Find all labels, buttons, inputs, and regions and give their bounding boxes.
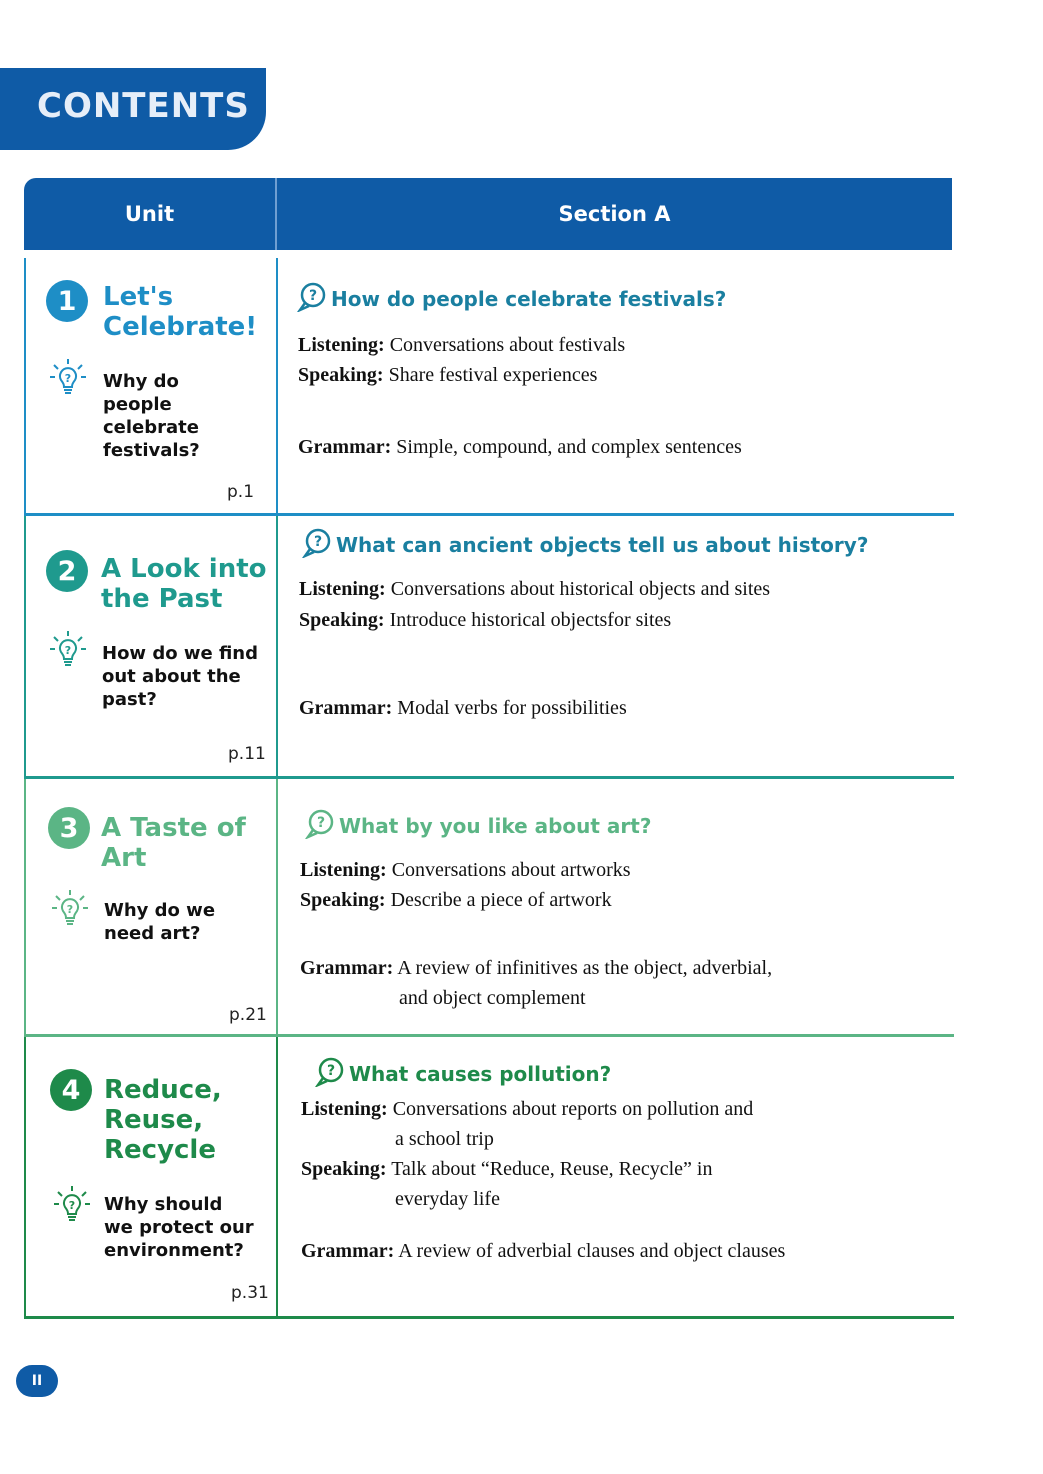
essential-question-text: How do people celebrate festivals? [331,287,727,311]
listening-label: Listening: [300,859,387,881]
unit-title[interactable]: A Look into the Past [101,554,267,614]
speaking-label: Speaking: [298,364,384,386]
row-border-left [24,779,26,1037]
table-header [24,178,952,250]
svg-text:?: ? [313,534,323,550]
lightbulb-question-icon [49,630,87,670]
question-bubble-icon [302,528,332,558]
svg-text:?: ? [316,815,326,831]
speaking-line [299,605,671,635]
speaking-label: Speaking: [301,1158,387,1180]
speaking-line [300,885,612,915]
svg-text:?: ? [64,644,72,657]
svg-text:?: ? [66,903,74,916]
unit-row-1[interactable] [24,258,952,516]
essential-question[interactable] [302,528,868,558]
listening-line [300,855,631,885]
listening-text: Conversations about artworks [391,859,631,881]
page-reference[interactable]: p.21 [229,1005,267,1025]
speaking-continuation: everyday life [395,1188,500,1210]
grammar-line [298,432,742,462]
essential-question[interactable] [297,282,726,312]
row-border-left [24,1037,26,1319]
unit-row-3[interactable] [24,779,952,1037]
essential-question[interactable] [305,809,651,839]
grammar-line [299,693,627,723]
unit-row-4[interactable] [24,1037,952,1319]
row-border-left [24,258,26,516]
big-question: Why do we need art? [104,900,216,944]
listening-continuation: a school trip [395,1128,494,1150]
grammar-line [300,953,772,983]
speaking-text: Introduce historical objectsfor sites [389,609,672,631]
svg-text:?: ? [68,1199,76,1212]
row-divider [276,1037,278,1319]
contents-table [24,178,952,1318]
page-number-badge: II [16,1365,58,1397]
unit-number-badge: 4 [50,1069,92,1111]
listening-label: Listening: [299,578,386,600]
unit-row-2[interactable] [24,516,952,779]
essential-question[interactable] [315,1057,611,1087]
essential-question-text: What by you like about art? [339,814,652,838]
grammar-continuation: and object complement [399,987,586,1009]
speaking-text: Describe a piece of artwork [390,889,612,911]
lightbulb-question-icon [51,889,89,929]
row-divider [276,516,278,779]
column-header-unit: Unit [124,202,175,226]
grammar-label: Grammar: [299,697,393,719]
svg-text:?: ? [326,1063,336,1079]
essential-question-text: What causes pollution? [349,1062,612,1086]
question-bubble-icon [297,282,327,312]
speaking-line [301,1154,712,1184]
grammar-text: A review of adverbial clauses and object clauses [398,1240,786,1262]
essential-question-text: What can ancient objects tell us about history? [336,533,869,557]
listening-line [299,574,770,604]
speaking-line [298,360,597,390]
svg-text:?: ? [64,372,72,385]
grammar-text: A review of infinitives as the object, adverbial, [397,957,773,979]
grammar-label: Grammar: [298,436,392,458]
page-title: CONTENTS [37,86,250,126]
grammar-label: Grammar: [301,1240,395,1262]
big-question: How do we find out about the past? [102,643,258,710]
grammar-line [301,1236,785,1266]
listening-line [301,1094,753,1124]
listening-text: Conversations about historical objects and sites [390,578,771,600]
question-bubble-icon [315,1057,345,1087]
speaking-text: Share festival experiences [388,364,598,386]
page-reference[interactable]: p.11 [228,744,266,764]
unit-number-badge: 3 [48,807,90,849]
speaking-text: Talk about “Reduce, Reuse, Recycle” in [391,1158,713,1180]
page-reference[interactable]: p.1 [227,482,255,502]
grammar-label: Grammar: [300,957,394,979]
row-divider [276,779,278,1037]
speaking-label: Speaking: [300,889,386,911]
listening-text: Conversations about reports on pollution and [392,1098,754,1120]
listening-label: Listening: [298,334,385,356]
question-bubble-icon [305,809,335,839]
big-question: Why should we protect our environment? [104,1194,254,1261]
unit-title[interactable]: Reduce, Reuse, Recycle [104,1075,222,1165]
svg-text:?: ? [308,288,318,304]
listening-label: Listening: [301,1098,388,1120]
unit-title[interactable]: A Taste of Art [101,813,246,873]
listening-line [298,330,625,360]
speaking-label: Speaking: [299,609,385,631]
unit-title[interactable]: Let's Celebrate! [103,282,258,342]
row-border-bottom [24,1316,954,1319]
row-border-left [24,516,26,779]
unit-number-badge: 1 [46,280,88,322]
row-divider [276,258,278,516]
listening-text: Conversations about festivals [389,334,626,356]
unit-number-badge: 2 [46,550,88,592]
lightbulb-question-icon [53,1185,91,1225]
grammar-text: Modal verbs for possibilities [397,697,627,719]
column-header-section-a: Section A [558,202,671,226]
page-reference[interactable]: p.31 [231,1283,269,1303]
big-question: Why do people celebrate festivals? [103,371,200,461]
grammar-text: Simple, compound, and complex sentences [396,436,742,458]
lightbulb-question-icon [49,358,87,398]
